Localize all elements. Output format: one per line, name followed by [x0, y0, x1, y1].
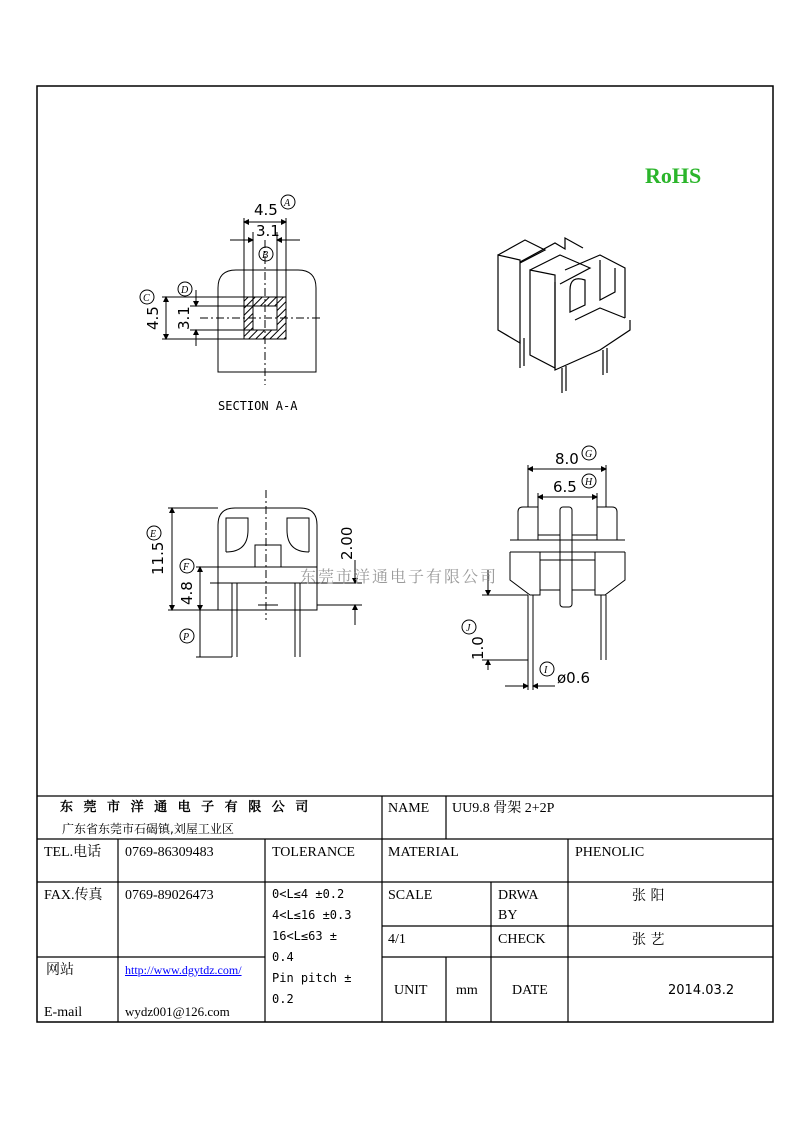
dim-width-inner: 6.5: [553, 478, 577, 496]
fax-value: 0769-89026473: [125, 888, 214, 903]
marker-c-label: C: [143, 293, 150, 304]
date-label: DATE: [512, 983, 548, 998]
dim-side-inner: 3.1: [175, 306, 193, 330]
marker-b-label: B: [262, 250, 269, 261]
tolerance-4: Pin pitch ±: [272, 971, 352, 985]
scale-value: 4/1: [388, 932, 406, 947]
name-value: UU9.8 骨架 2+2P: [452, 801, 555, 816]
unit-label: UNIT: [394, 983, 428, 998]
drawn-value: 张 阳: [632, 888, 665, 904]
company-name: 东 莞 市 洋 通 电 子 有 限 公 司: [60, 800, 312, 815]
tolerance-3b: 0.4: [272, 950, 294, 964]
tolerance-1: 0<L≤4 ±0.2: [272, 887, 345, 901]
dim-height-total: 11.5: [149, 541, 167, 575]
dim-height-right: 2.00: [338, 526, 356, 560]
dim-pin-diameter: ø0.6: [557, 669, 591, 687]
web-label: 网站: [46, 962, 74, 978]
dim-width-outer: 8.0: [555, 450, 579, 468]
drawn-label-2: BY: [498, 908, 518, 923]
marker-i-label: I: [544, 665, 548, 676]
section-label: SECTION A-A: [218, 399, 298, 413]
marker-e-label: E: [150, 529, 157, 540]
drawn-label-1: DRWA: [498, 888, 539, 903]
tolerance-label: TOLERANCE: [272, 845, 355, 860]
name-label: NAME: [388, 801, 430, 816]
marker-f-label: F: [183, 562, 190, 573]
website-link[interactable]: http://www.dgytdz.com/: [125, 963, 242, 977]
check-label: CHECK: [498, 932, 546, 947]
dim-height-base: 4.8: [178, 581, 196, 605]
marker-g-label: G: [585, 449, 593, 460]
email-label: E-mail: [44, 1005, 83, 1020]
marker-d-label: D: [181, 285, 189, 296]
check-value: 张 艺: [632, 932, 665, 948]
scale-label: SCALE: [388, 888, 433, 903]
marker-j-label: J: [466, 623, 471, 634]
email-value: wydz001@126.com: [125, 1004, 230, 1019]
dim-top-outer: 4.5: [254, 201, 278, 219]
isometric-view: [498, 238, 630, 393]
material-label: MATERIAL: [388, 845, 459, 860]
tel-value: 0769-86309483: [125, 845, 214, 860]
watermark: 东莞市洋通电子有限公司: [300, 567, 499, 586]
dim-pin-length: 1.0: [469, 636, 487, 660]
tel-label: TEL.电话: [44, 845, 102, 860]
marker-p-label: P: [183, 632, 190, 643]
side-view: [482, 465, 625, 690]
dim-top-inner: 3.1: [256, 222, 280, 240]
unit-value: mm: [456, 983, 478, 998]
tolerance-2: 4<L≤16 ±0.3: [272, 908, 352, 922]
marker-a-label: A: [284, 198, 291, 209]
dim-side-outer: 4.5: [144, 306, 162, 330]
marker-h-label: H: [585, 477, 593, 488]
company-address: 广东省东莞市石碣镇,刘屋工业区: [62, 822, 234, 836]
tolerance-4b: 0.2: [272, 992, 294, 1006]
fax-label: FAX.传真: [44, 888, 103, 903]
tolerance-3: 16<L≤63 ±: [272, 929, 338, 943]
date-value: 2014.03.2: [668, 983, 735, 998]
rohs-label: RoHS: [645, 163, 702, 188]
section-view: [162, 218, 322, 385]
material-value: PHENOLIC: [575, 845, 645, 860]
